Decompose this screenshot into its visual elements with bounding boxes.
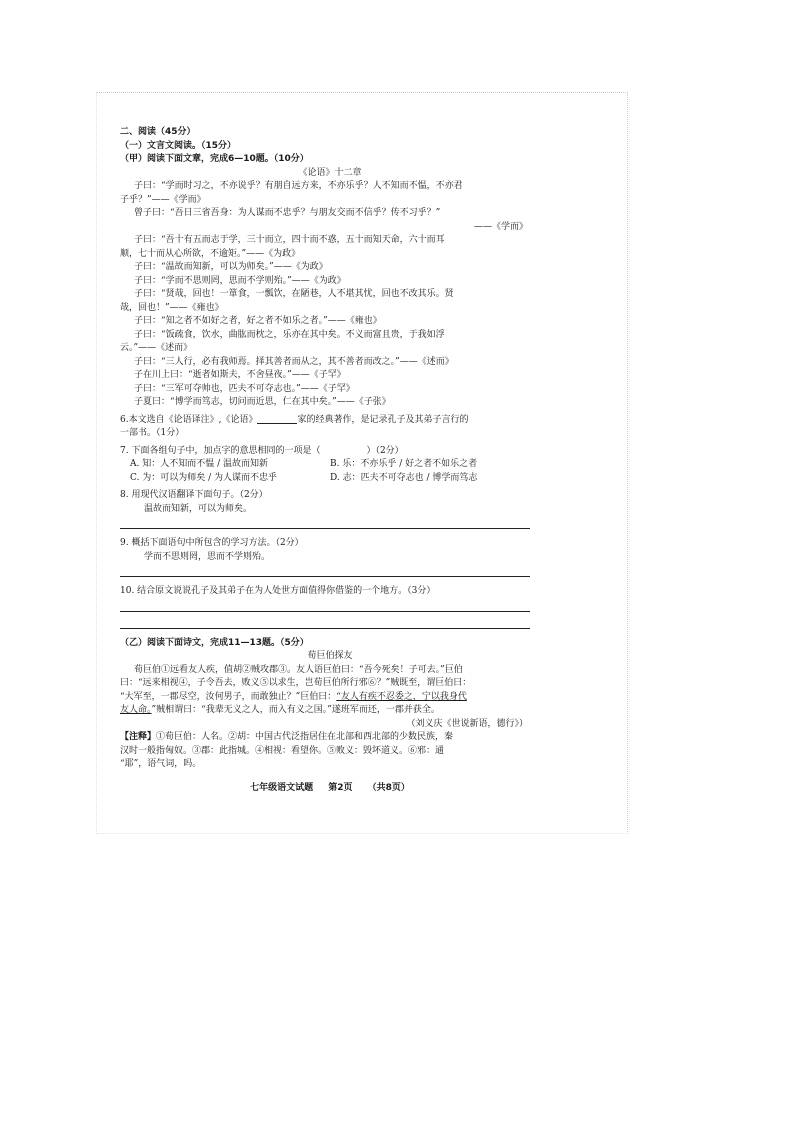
footer-subject: 七年级语文试题 [250, 782, 314, 793]
q7-option-c: C. 为：可以为师矣 / 为人谋而不忠乎 [130, 472, 278, 483]
notes-line [120, 731, 540, 745]
lunyu-line: 子曰：“学而不思则罔，思而不学则殆。”——《为政》 [134, 275, 346, 286]
reading-section [120, 126, 540, 795]
q7-score: ）（2分） [366, 445, 404, 456]
q10-answer-line[interactable] [120, 618, 530, 629]
q7-options-row [120, 472, 540, 486]
q7-stem: 7. 下面各组句子中，加点字的意思相同的一项是（ [120, 445, 321, 456]
xun-title: 荀巨伯探友 [307, 651, 353, 661]
xun-underlined-sentence: “友人有疾不忍委之，宁以我身代 [336, 691, 467, 702]
q6-text-b: 家的经典著作，是记录孔子及其弟子言行的 [297, 414, 469, 425]
notes-label: 【注释】 [120, 732, 157, 742]
xun-line-text: ”贼相谓曰：“我辈无义之人，而入有义之国。”遂班军而还，一郡并获全。 [151, 705, 440, 715]
page-footer [120, 782, 540, 796]
yi-title: （乙）阅读下面诗文，完成11—13题。（5分） [120, 637, 309, 648]
lunyu-line: 子曰：“三人行，必有我师焉。择其善者而从之，其不善者而改之。”——《述而》 [134, 356, 454, 367]
xun-line [120, 704, 540, 718]
notes-text: ①荀巨伯：人名。②胡：中国古代泛指居住在北部和西北部的少数民族，秦 [156, 732, 454, 742]
q6-answer-blank[interactable] [257, 414, 297, 424]
q10-answer-line[interactable] [120, 601, 530, 612]
q9-stem: 9. 概括下面语句中所包含的学习方法。（2分） [120, 538, 304, 548]
q7-option-b: B. 乐：不亦乐乎 / 好之者不如乐之者 [330, 459, 478, 469]
lunyu-line: 子曰：“吾十有五而志于学，三十而立，四十而不惑，五十而知天命，六十而耳 [134, 235, 445, 245]
footer-total: （共8页） [367, 782, 410, 793]
q8-stem: 8. 用现代汉语翻译下面句子。（2分） [120, 490, 268, 500]
jia-title: （甲）阅读下面文章，完成6—10题。（10分） [120, 154, 309, 164]
notes-line: 汉时一般指匈奴。③郡：此指城。④相视：看望你。⑤败义：毁坏道义。⑥邪：通 [120, 745, 445, 756]
lunyu-line: 子曰：“三军可夺帅也，匹夫不可夺志也。”——《子罕》 [134, 383, 355, 394]
xun-line [120, 691, 540, 705]
q6-text-a: 6.本文选自《论语译注》,《论语》 [120, 414, 258, 425]
q9-sentence: 学而不思则罔，思而不学则殆。 [144, 551, 271, 562]
lunyu-line: 子曰：“饭疏食，饮水，曲肱而枕之，乐亦在其中矣。不义而富且贵，于我如浮 [134, 329, 445, 340]
q9-answer-line[interactable] [120, 566, 530, 577]
lunyu-line: 云。”——《述而》 [120, 343, 193, 353]
lunyu-title: 《论语》十二章 [298, 167, 362, 178]
part-title: 二、阅读（45分） [120, 127, 196, 137]
q7-option-a: A. 知：人不知而不愠 / 温故而知新 [130, 459, 268, 469]
lunyu-line: 子曰：“学而时习之，不亦说乎？有朋自远方来，不亦乐乎？人不知而不愠，不亦君 [134, 181, 463, 191]
q8-answer-line[interactable] [120, 518, 530, 529]
notes-line: “耶”，语气词，吗。 [120, 759, 202, 769]
lunyu-line: 子夏曰：“博学而笃志，切问而近思，仁在其中矣。”——《子张》 [134, 397, 391, 407]
xun-source: （刘义庆《世说新语，德行》） [406, 718, 528, 729]
lunyu-line: 子乎？”——《学而》 [120, 194, 206, 205]
lunyu-line: 子曰：“温故而知新，可以为师矣。”——《为政》 [134, 262, 328, 272]
xun-underlined-sentence-end: 友人命。 [120, 705, 152, 715]
lunyu-line: 子在川上曰：“逝者如斯夫，不舍昼夜。”——《子罕》 [134, 370, 346, 380]
q6-continued: 一部书。（1分） [120, 428, 185, 438]
lunyu-line: 子曰：“贤哉，回也！一箪食，一瓢饮，在陋巷，人不堪其忧，回也不改其乐。贤 [134, 289, 454, 299]
xun-line: 曰：“远来相视④，子令吾去，败义⑤以求生，岂荀巨伯所行邪⑥？”贼既至，谓巨伯曰： [120, 678, 472, 688]
lunyu-source: ——《学而》 [473, 221, 528, 232]
question-6 [120, 414, 540, 428]
question-7 [120, 445, 540, 459]
q7-option-d: D. 志：匹夫不可夺志也 / 博学而笃志 [330, 472, 478, 483]
q10-stem: 10. 结合原文说说孔子及其弟子在为人处世方面值得你借鉴的一个地方。（3分） [120, 586, 436, 596]
xun-line: 荀巨伯①远看友人疾，值胡②贼攻郡③。友人语巨伯曰：“吾今死矣！子可去。”巨伯 [134, 664, 463, 675]
xun-line-text: “大军至，一郡尽空，汝何男子，而敢独止？”巨伯曰： [120, 691, 337, 702]
section-title: （一）文言文阅读。（15分） [120, 140, 237, 151]
q7-options-row [120, 458, 540, 472]
footer-page: 第2页 [328, 782, 353, 793]
q8-sentence: 温故而知新，可以为师矣。 [144, 503, 253, 514]
lunyu-line: 子曰：“知之者不如好之者，好之者不如乐之者。”——《雍也》 [134, 316, 382, 326]
lunyu-line: 曾子曰：“吾日三省吾身：为人谋而不忠乎？与朋友交而不信乎？传不习乎？” [134, 208, 441, 218]
lunyu-line: 哉，回也！”——《雍也》 [120, 302, 224, 313]
lunyu-line: 顺，七十而从心所欲，不逾矩。”——《为政》 [120, 248, 301, 259]
